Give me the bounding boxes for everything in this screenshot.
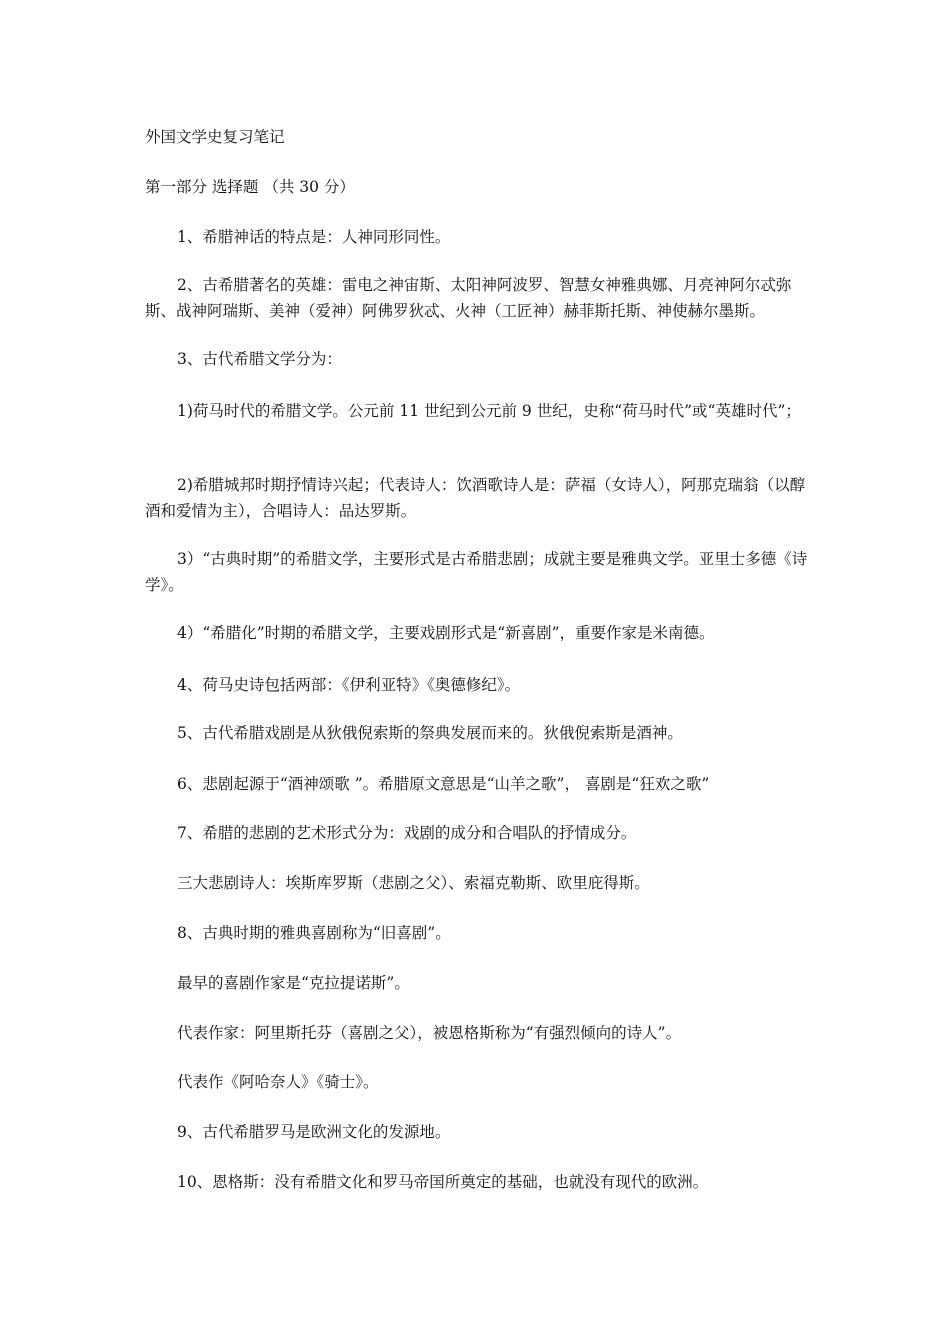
section-heading: 第一部分 选择题 （共 30 分） (145, 178, 355, 196)
paragraph: 7、希腊的悲剧的艺术形式分为：戏剧的成分和合唱队的抒情成分。 (177, 824, 637, 842)
paragraph: 6、悲剧起源于“酒神颂歌 ”。希腊原文意思是“山羊之歌”， 喜剧是“狂欢之歌” (177, 775, 710, 793)
paragraph: 9、古代希腊罗马是欧洲文化的发源地。 (177, 1123, 451, 1141)
paragraph: 5、古代希腊戏剧是从狄俄倪索斯的祭典发展而来的。狄俄倪索斯是酒神。 (177, 724, 683, 742)
paragraph: 2、古希腊著名的英雄：雷电之神宙斯、太阳神阿波罗、智慧女神雅典娜、月亮神阿尔忒弥斯、战神阿瑞斯、美神（爱神）阿佛罗狄忒、火神（工匠神）赫菲斯托斯、神使赫尔墨斯。 (145, 276, 792, 320)
paragraph: 1、希腊神话的特点是：人神同形同性。 (177, 228, 451, 246)
paragraph: 最早的喜剧作家是“克拉提诺斯”。 (177, 974, 410, 992)
paragraph: 1)荷马时代的希腊文学。公元前 11 世纪到公元前 9 世纪，史称“荷马时代”或“英雄时代”； (177, 402, 801, 420)
document-title: 外国文学史复习笔记 (145, 128, 285, 146)
paragraph: 三大悲剧诗人：埃斯库罗斯（悲剧之父）、索福克勒斯、欧里庇得斯。 (177, 874, 650, 892)
paragraph: 3、古代希腊文学分为： (177, 350, 342, 368)
paragraph: 代表作《阿哈奈人》《骑士》。 (177, 1073, 379, 1091)
paragraph: 8、古典时期的雅典喜剧称为“旧喜剧”。 (177, 924, 451, 942)
paragraph: 代表作家：阿里斯托芬（喜剧之父），被恩格斯称为“有强烈倾向的诗人”。 (177, 1024, 682, 1042)
paragraph: 2)希腊城邦时期抒情诗兴起；代表诗人：饮酒歌诗人是：萨福（女诗人），阿那克瑞翁（以醇酒和爱情为主），合唱诗人：品达罗斯。 (145, 476, 806, 520)
paragraph: 4）“希腊化”时期的希腊文学，主要戏剧形式是“新喜剧”，重要作家是米南德。 (177, 624, 715, 642)
paragraph: 4、荷马史诗包括两部：《伊利亚特》《奥德修纪》。 (177, 676, 521, 694)
paragraph: 3）“古典时期”的希腊文学，主要形式是古希腊悲剧；成就主要是雅典文学。亚里士多德《诗学》。 (145, 550, 808, 594)
paragraph: 10、恩格斯：没有希腊文化和罗马帝国所奠定的基础，也就没有现代的欧洲。 (177, 1173, 709, 1191)
